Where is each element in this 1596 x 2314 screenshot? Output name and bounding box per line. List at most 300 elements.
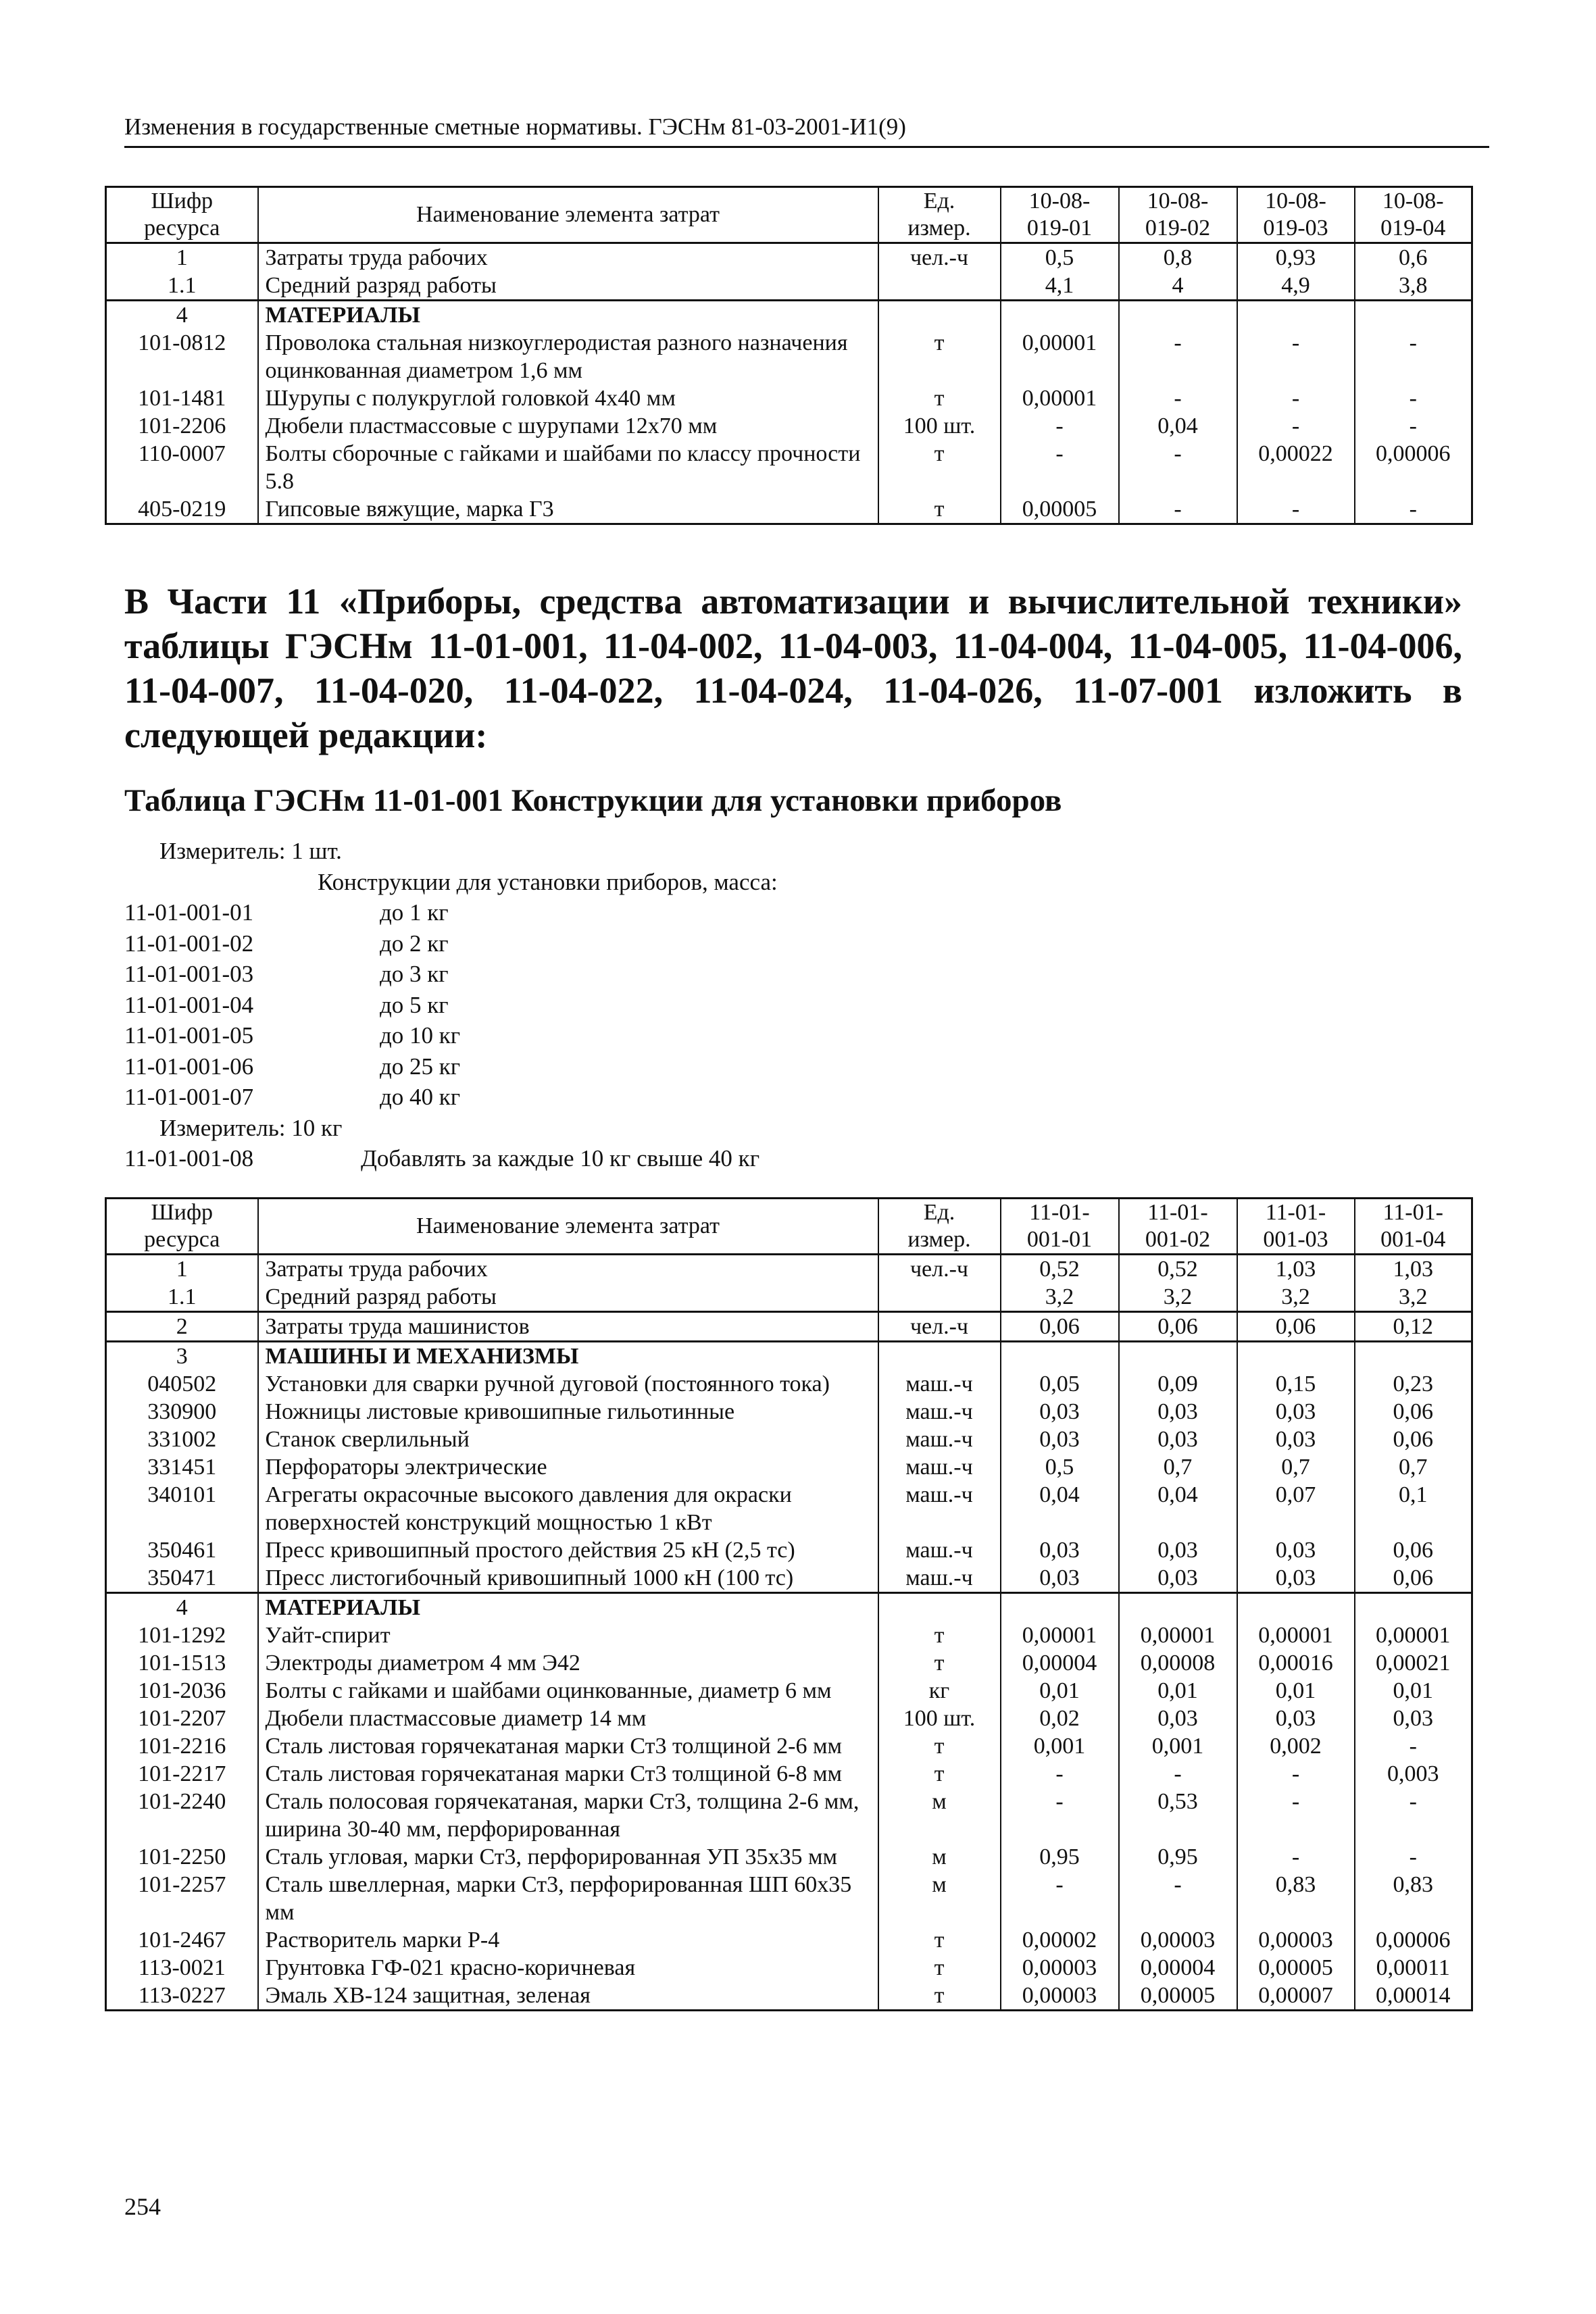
- norm-value: 0,01: [1237, 1677, 1355, 1705]
- norm-value: 0,03: [1237, 1705, 1355, 1732]
- table-row: [106, 1255, 1472, 1284]
- table-row: [106, 1312, 1472, 1342]
- norm-list: [124, 836, 1273, 1174]
- norm-item: [124, 1020, 1273, 1051]
- norm-value: 0,05: [1001, 1370, 1119, 1398]
- norm-item: [124, 928, 1273, 959]
- header-norm-column: 11-01- 001-04: [1355, 1199, 1472, 1255]
- resource-name: Ножницы листовые кривошипные гильотинные: [258, 1398, 878, 1426]
- norm-item: [124, 990, 1273, 1021]
- norm-value: 0,00005: [1237, 1954, 1355, 1982]
- norm-value: 0,01: [1119, 1677, 1237, 1705]
- resource-code: 101-2467: [106, 1926, 258, 1954]
- resource-code: 331002: [106, 1426, 258, 1453]
- norm-value: [1355, 1593, 1472, 1622]
- norm-value: 0,95: [1001, 1843, 1119, 1871]
- norm-value: 1,03: [1237, 1255, 1355, 1284]
- resource-code: 1: [106, 243, 258, 272]
- norm-value: 0,03: [1119, 1564, 1237, 1593]
- norm-value: -: [1001, 1788, 1119, 1843]
- norm-value: 0,7: [1119, 1453, 1237, 1481]
- norm-value: 0,00016: [1237, 1649, 1355, 1677]
- unit: [878, 1342, 1001, 1371]
- resource-name: Агрегаты окрасочные высокого давления для окраски поверхностей конструкций мощностью 1 кВт: [258, 1481, 878, 1536]
- norm-value: 3,2: [1355, 1283, 1472, 1312]
- norm-value: [1001, 1593, 1119, 1622]
- norm-value: 0,00005: [1001, 495, 1119, 524]
- resource-name: МАШИНЫ И МЕХАНИЗМЫ: [258, 1342, 878, 1371]
- resource-name: Болты с гайками и шайбами оцинкованные, диаметр 6 мм: [258, 1677, 878, 1705]
- norm-value: 0,06: [1355, 1426, 1472, 1453]
- norm-value: [1355, 301, 1472, 330]
- resource-name: Гипсовые вяжущие, марка Г3: [258, 495, 878, 524]
- norm-value: -: [1237, 495, 1355, 524]
- norm-value: 0,001: [1119, 1732, 1237, 1760]
- table-row: [106, 1481, 1472, 1536]
- table-row: [106, 1370, 1472, 1398]
- resource-code: 405-0219: [106, 495, 258, 524]
- resource-code: 113-0227: [106, 1982, 258, 2011]
- norm-value: 1,03: [1355, 1255, 1472, 1284]
- unit: 100 шт.: [878, 412, 1001, 440]
- unit: т: [878, 1621, 1001, 1649]
- norm-value: 0,52: [1001, 1255, 1119, 1284]
- table-row: [106, 1342, 1472, 1371]
- norm-value: 0,06: [1001, 1312, 1119, 1342]
- norm-value: -: [1237, 1843, 1355, 1871]
- resource-name: Электроды диаметром 4 мм Э42: [258, 1649, 878, 1677]
- unit: м: [878, 1871, 1001, 1926]
- table-row: [106, 1871, 1472, 1926]
- norm-value: -: [1355, 1732, 1472, 1760]
- resource-name: Сталь листовая горячекатаная марки Ст3 толщиной 2-6 мм: [258, 1732, 878, 1760]
- resource-name: Пресс кривошипный простого действия 25 кН (2,5 тс): [258, 1536, 878, 1564]
- table-row: [106, 272, 1472, 301]
- unit: т: [878, 1732, 1001, 1760]
- norm-value: 0,8: [1119, 243, 1237, 272]
- table-row: [106, 301, 1472, 330]
- table-header-row: [106, 187, 1472, 243]
- norm-value: -: [1355, 1843, 1472, 1871]
- resource-name: Шурупы с полукруглой головкой 4х40 мм: [258, 384, 878, 412]
- norm-value: -: [1237, 412, 1355, 440]
- unit: т: [878, 440, 1001, 495]
- table-row: [106, 1398, 1472, 1426]
- resource-name: Сталь угловая, марки Ст3, перфорированная УП 35х35 мм: [258, 1843, 878, 1871]
- norm-value: 0,03: [1001, 1564, 1119, 1593]
- norm-description: до 10 кг: [380, 1022, 461, 1049]
- norm-description: до 2 кг: [380, 930, 449, 957]
- norm-value: -: [1355, 1788, 1472, 1843]
- resource-code: 1.1: [106, 1283, 258, 1312]
- norm-value: 0,95: [1119, 1843, 1237, 1871]
- resource-name: Грунтовка ГФ-021 красно-коричневая: [258, 1954, 878, 1982]
- unit: т: [878, 495, 1001, 524]
- norm-value: 3,2: [1001, 1283, 1119, 1312]
- table-row: [106, 243, 1472, 272]
- norm-description: до 3 кг: [380, 961, 449, 987]
- header-unit: Ед. измер.: [878, 187, 1001, 243]
- header-norm-column: 11-01- 001-03: [1237, 1199, 1355, 1255]
- norm-value: 0,1: [1355, 1481, 1472, 1536]
- norm-description: до 40 кг: [380, 1084, 461, 1110]
- unit: маш.-ч: [878, 1564, 1001, 1593]
- norm-value: [1237, 301, 1355, 330]
- norm-value: 0,00014: [1355, 1982, 1472, 2011]
- table-row: [106, 440, 1472, 495]
- unit: чел.-ч: [878, 243, 1001, 272]
- norm-value: 0,06: [1237, 1312, 1355, 1342]
- norm-value: 0,03: [1237, 1426, 1355, 1453]
- resource-code: 331451: [106, 1453, 258, 1481]
- norm-value: 0,03: [1119, 1398, 1237, 1426]
- norm-value: 0,06: [1355, 1536, 1472, 1564]
- resource-code: 101-2207: [106, 1705, 258, 1732]
- unit: т: [878, 329, 1001, 384]
- norm-value: -: [1355, 384, 1472, 412]
- norm-value: -: [1119, 384, 1237, 412]
- norm-description: до 25 кг: [380, 1053, 461, 1080]
- resource-name: Средний разряд работы: [258, 272, 878, 301]
- norm-value: 0,00005: [1119, 1982, 1237, 2011]
- norm-value: -: [1001, 412, 1119, 440]
- norm-code: 11-01-001-01: [124, 899, 254, 926]
- norm-code: 11-01-001-03: [124, 961, 254, 987]
- norm-value: 4,9: [1237, 272, 1355, 301]
- norm-value: 0,03: [1001, 1426, 1119, 1453]
- norm-value: 0,00007: [1237, 1982, 1355, 2011]
- table-row: [106, 1954, 1472, 1982]
- norm-value: 0,03: [1001, 1398, 1119, 1426]
- norm-value: -: [1001, 1760, 1119, 1788]
- unit: 100 шт.: [878, 1705, 1001, 1732]
- norm-value: 0,03: [1237, 1564, 1355, 1593]
- norm-value: 0,00022: [1237, 440, 1355, 495]
- norm-value: 0,002: [1237, 1732, 1355, 1760]
- running-header: Изменения в государственные сметные нормативы. ГЭСНм 81-03-2001-И1(9): [124, 114, 1489, 148]
- resource-code: 040502: [106, 1370, 258, 1398]
- norm-value: 0,00006: [1355, 440, 1472, 495]
- norm-value: 0,00006: [1355, 1926, 1472, 1954]
- norm-value: 0,7: [1237, 1453, 1355, 1481]
- norm-value: -: [1237, 1788, 1355, 1843]
- norm-value: 0,06: [1355, 1564, 1472, 1593]
- meter-label: Измеритель: 10 кг: [159, 1114, 343, 1141]
- resource-code: 3: [106, 1342, 258, 1371]
- header-norm-column: 10-08- 019-04: [1355, 187, 1472, 243]
- resource-code: 101-2257: [106, 1871, 258, 1926]
- resource-code: 110-0007: [106, 440, 258, 495]
- norm-value: 4: [1119, 272, 1237, 301]
- resource-code: 101-1513: [106, 1649, 258, 1677]
- resource-name: Перфораторы электрические: [258, 1453, 878, 1481]
- unit: маш.-ч: [878, 1426, 1001, 1453]
- norm-value: 0,00001: [1119, 1621, 1237, 1649]
- norm-value: 0,52: [1119, 1255, 1237, 1284]
- resource-code: 101-2240: [106, 1788, 258, 1843]
- norm-value: 0,03: [1119, 1426, 1237, 1453]
- resource-code: 1: [106, 1255, 258, 1284]
- norm-value: [1119, 1342, 1237, 1371]
- resource-name: Станок сверлильный: [258, 1426, 878, 1453]
- header-norm-column: 11-01- 001-01: [1001, 1199, 1119, 1255]
- norm-value: 0,06: [1119, 1312, 1237, 1342]
- norm-value: 0,6: [1355, 243, 1472, 272]
- norm-value: [1001, 1342, 1119, 1371]
- resource-name: Сталь швеллерная, марки Ст3, перфорированная ШП 60х35 мм: [258, 1871, 878, 1926]
- table-row: [106, 1453, 1472, 1481]
- resource-name: Средний разряд работы: [258, 1283, 878, 1312]
- unit: [878, 272, 1001, 301]
- norm-value: [1237, 1342, 1355, 1371]
- table-row: [106, 1843, 1472, 1871]
- unit: [878, 1593, 1001, 1622]
- unit: т: [878, 1982, 1001, 2011]
- unit: кг: [878, 1677, 1001, 1705]
- resource-table-11-01-001: [105, 1197, 1473, 2011]
- norm-value: 0,00001: [1001, 329, 1119, 384]
- norm-value: -: [1119, 1760, 1237, 1788]
- page-number: 254: [124, 2193, 161, 2220]
- norm-value: 0,00001: [1355, 1621, 1472, 1649]
- table-row: [106, 495, 1472, 524]
- norm-item: [124, 959, 1273, 990]
- resource-code: 101-2036: [106, 1677, 258, 1705]
- unit: т: [878, 1926, 1001, 1954]
- table-row: [106, 1564, 1472, 1593]
- table-row: [106, 1593, 1472, 1622]
- header-unit: Ед. измер.: [878, 1199, 1001, 1255]
- norm-value: 0,001: [1001, 1732, 1119, 1760]
- norm-value: [1119, 1593, 1237, 1622]
- norm-code: 11-01-001-06: [124, 1053, 254, 1080]
- resource-name: Эмаль ХВ-124 защитная, зеленая: [258, 1982, 878, 2011]
- unit: маш.-ч: [878, 1370, 1001, 1398]
- unit: м: [878, 1788, 1001, 1843]
- resource-name: Болты сборочные с гайками и шайбами по классу прочности 5.8: [258, 440, 878, 495]
- resource-code: 330900: [106, 1398, 258, 1426]
- norm-value: 0,83: [1237, 1871, 1355, 1926]
- unit: м: [878, 1843, 1001, 1871]
- norm-value: 0,01: [1355, 1677, 1472, 1705]
- norm-value: 0,00008: [1119, 1649, 1237, 1677]
- resource-name: Уайт-спирит: [258, 1621, 878, 1649]
- norm-value: -: [1237, 1760, 1355, 1788]
- header-code: Шифр ресурса: [106, 187, 258, 243]
- norm-value: -: [1119, 495, 1237, 524]
- norm-value: 0,00001: [1001, 1621, 1119, 1649]
- table-row: [106, 1426, 1472, 1453]
- meter-label: Измеритель: 1 шт.: [159, 838, 342, 864]
- table-row: [106, 1283, 1472, 1312]
- resource-table-10-08-019: [105, 186, 1473, 525]
- header-code: Шифр ресурса: [106, 1199, 258, 1255]
- resource-code: 340101: [106, 1481, 258, 1536]
- norm-code: 11-01-001-04: [124, 991, 254, 1018]
- resource-name: Установки для сварки ручной дуговой (постоянного тока): [258, 1370, 878, 1398]
- resource-code: 4: [106, 1593, 258, 1622]
- table-row: [106, 329, 1472, 384]
- resource-name: Затраты труда рабочих: [258, 1255, 878, 1284]
- resource-name: МАТЕРИАЛЫ: [258, 301, 878, 330]
- resource-code: 101-2217: [106, 1760, 258, 1788]
- resource-name: МАТЕРИАЛЫ: [258, 1593, 878, 1622]
- norm-code: 11-01-001-05: [124, 1022, 254, 1049]
- resource-code: 101-2206: [106, 412, 258, 440]
- norm-item: [124, 1082, 1273, 1113]
- table-row: [106, 1649, 1472, 1677]
- resource-name: Пресс листогибочный кривошипный 1000 кН (100 тс): [258, 1564, 878, 1593]
- norm-value: 0,03: [1119, 1536, 1237, 1564]
- norm-value: 0,00001: [1001, 384, 1119, 412]
- norm-description: до 5 кг: [380, 991, 449, 1018]
- header-norm-column: 10-08- 019-01: [1001, 187, 1119, 243]
- table-row: [106, 1732, 1472, 1760]
- norm-value: 0,7: [1355, 1453, 1472, 1481]
- norm-value: 0,07: [1237, 1481, 1355, 1536]
- norm-value: [1237, 1593, 1355, 1622]
- norm-item: [124, 897, 1273, 928]
- norm-value: [1119, 301, 1237, 330]
- resource-code: 350471: [106, 1564, 258, 1593]
- norm-description: Добавлять за каждые 10 кг свыше 40 кг: [361, 1145, 760, 1172]
- unit: т: [878, 1954, 1001, 1982]
- header-norm-column: 10-08- 019-03: [1237, 187, 1355, 243]
- norm-value: 0,03: [1355, 1705, 1472, 1732]
- unit: т: [878, 1760, 1001, 1788]
- table-row: [106, 1536, 1472, 1564]
- norm-value: -: [1237, 384, 1355, 412]
- norm-code: 11-01-001-07: [124, 1084, 254, 1110]
- table-row: [106, 1760, 1472, 1788]
- table-row: [106, 1705, 1472, 1732]
- norm-value: 0,00002: [1001, 1926, 1119, 1954]
- resource-code: 2: [106, 1312, 258, 1342]
- norm-value: 0,03: [1001, 1536, 1119, 1564]
- unit: [878, 301, 1001, 330]
- header-norm-column: 10-08- 019-02: [1119, 187, 1237, 243]
- norm-value: 0,00003: [1119, 1926, 1237, 1954]
- norm-value: 0,06: [1355, 1398, 1472, 1426]
- resource-code: 101-0812: [106, 329, 258, 384]
- resource-name: Сталь полосовая горячекатаная, марки Ст3, толщина 2-6 мм, ширина 30-40 мм, перфорированная: [258, 1788, 878, 1843]
- norm-value: [1001, 301, 1119, 330]
- norm-value: [1355, 1342, 1472, 1371]
- unit: чел.-ч: [878, 1255, 1001, 1284]
- norm-value: 0,00003: [1001, 1982, 1119, 2011]
- unit: т: [878, 1649, 1001, 1677]
- resource-name: Проволока стальная низкоуглеродистая разного назначения оцинкованная диаметром 1,6 мм: [258, 329, 878, 384]
- norm-value: 0,003: [1355, 1760, 1472, 1788]
- resource-name: Дюбели пластмассовые с шурупами 12х70 мм: [258, 412, 878, 440]
- norm-value: 0,00003: [1001, 1954, 1119, 1982]
- norm-value: -: [1119, 329, 1237, 384]
- norm-code: 11-01-001-02: [124, 930, 254, 957]
- norm-value: 0,5: [1001, 1453, 1119, 1481]
- norm-value: -: [1001, 440, 1119, 495]
- norm-value: 0,83: [1355, 1871, 1472, 1926]
- norm-value: 0,03: [1119, 1705, 1237, 1732]
- header-name: Наименование элемента затрат: [258, 187, 878, 243]
- norm-value: -: [1001, 1871, 1119, 1926]
- unit: чел.-ч: [878, 1312, 1001, 1342]
- table-row: [106, 1926, 1472, 1954]
- norm-value: 0,03: [1237, 1536, 1355, 1564]
- norm-value: -: [1119, 1871, 1237, 1926]
- table-title: Таблица ГЭСНм 11-01-001 Конструкции для установки приборов: [124, 783, 1062, 818]
- header-norm-column: 11-01- 001-02: [1119, 1199, 1237, 1255]
- norm-description: до 1 кг: [380, 899, 449, 926]
- norm-value: -: [1355, 412, 1472, 440]
- norm-value: -: [1237, 329, 1355, 384]
- norm-value: 0,02: [1001, 1705, 1119, 1732]
- resource-code: 1.1: [106, 272, 258, 301]
- norm-value: 0,03: [1237, 1398, 1355, 1426]
- resource-code: 4: [106, 301, 258, 330]
- resource-code: 101-2216: [106, 1732, 258, 1760]
- resource-name: Дюбели пластмассовые диаметр 14 мм: [258, 1705, 878, 1732]
- norm-value: 3,8: [1355, 272, 1472, 301]
- resource-code: 101-1481: [106, 384, 258, 412]
- resource-code: 101-1292: [106, 1621, 258, 1649]
- unit: [878, 1283, 1001, 1312]
- resource-name: Сталь листовая горячекатаная марки Ст3 толщиной 6-8 мм: [258, 1760, 878, 1788]
- norm-value: 3,2: [1237, 1283, 1355, 1312]
- norm-value: 0,01: [1001, 1677, 1119, 1705]
- resource-code: 101-2250: [106, 1843, 258, 1871]
- resource-name: Растворитель марки Р-4: [258, 1926, 878, 1954]
- norm-value: 0,23: [1355, 1370, 1472, 1398]
- resource-code: 350461: [106, 1536, 258, 1564]
- norm-value: 0,00011: [1355, 1954, 1472, 1982]
- norm-value: 0,09: [1119, 1370, 1237, 1398]
- norm-value: 3,2: [1119, 1283, 1237, 1312]
- norm-value: 0,04: [1119, 412, 1237, 440]
- norm-value: -: [1119, 440, 1237, 495]
- resource-name: Затраты труда машинистов: [258, 1312, 878, 1342]
- norm-value: 0,93: [1237, 243, 1355, 272]
- norm-value: -: [1355, 329, 1472, 384]
- norm-item: [124, 1051, 1273, 1082]
- unit: т: [878, 384, 1001, 412]
- norm-value: 0,53: [1119, 1788, 1237, 1843]
- norm-value: 0,5: [1001, 243, 1119, 272]
- norm-value: 0,12: [1355, 1312, 1472, 1342]
- table-row: [106, 1677, 1472, 1705]
- table-header-row: [106, 1199, 1472, 1255]
- norm-value: 0,00004: [1001, 1649, 1119, 1677]
- norm-value: 0,15: [1237, 1370, 1355, 1398]
- unit: маш.-ч: [878, 1453, 1001, 1481]
- table-row: [106, 1621, 1472, 1649]
- norm-value: 0,04: [1001, 1481, 1119, 1536]
- norm-value: -: [1355, 495, 1472, 524]
- unit: маш.-ч: [878, 1398, 1001, 1426]
- norm-value: 0,00001: [1237, 1621, 1355, 1649]
- list-caption: Конструкции для установки приборов, масса:: [318, 868, 778, 895]
- norm-value: 0,00003: [1237, 1926, 1355, 1954]
- norm-value: 0,00021: [1355, 1649, 1472, 1677]
- table-row: [106, 1982, 1472, 2011]
- section-heading: В Части 11 «Приборы, средства автоматизации и вычислительной техники» таблицы ГЭСНм 11-01-001, 11-04-002, 11-04-003, 11-04-004, 11-04-005, 11-04-006, 11-04-007, 11-04-020, 11-04-022, 11-04-024, 11-04-026, 11-07-001 изложить в следующей редакции:: [124, 581, 1462, 755]
- norm-value: 4,1: [1001, 272, 1119, 301]
- resource-name: Затраты труда рабочих: [258, 243, 878, 272]
- table-row: [106, 384, 1472, 412]
- header-name: Наименование элемента затрат: [258, 1199, 878, 1255]
- norm-value: 0,04: [1119, 1481, 1237, 1536]
- table-row: [106, 412, 1472, 440]
- table-row: [106, 1788, 1472, 1843]
